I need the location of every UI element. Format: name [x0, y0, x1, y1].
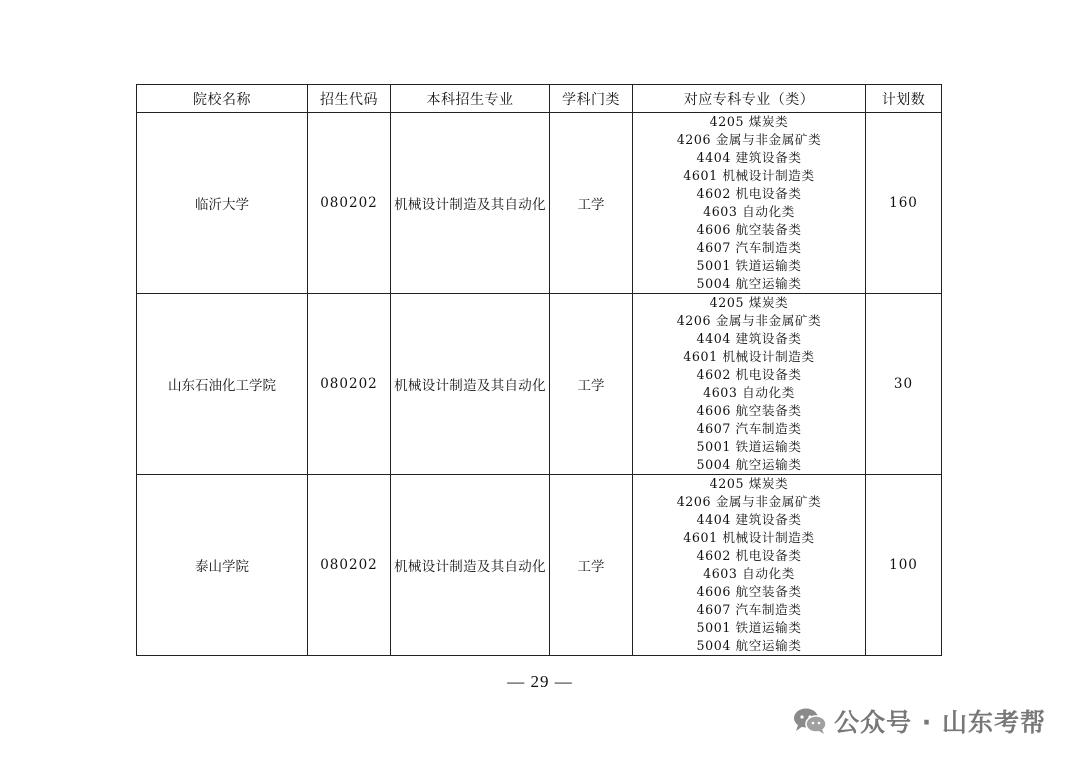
specialty-item: 4601 机械设计制造类 [683, 530, 815, 546]
undergrad-major: 机械设计制造及其自动化 [391, 113, 550, 294]
specialty-item: 4602 机电设备类 [696, 367, 802, 383]
specialty-item: 4607 汽车制造类 [696, 601, 802, 617]
table-row [137, 294, 942, 475]
specialty-item: 4205 煤炭类 [709, 295, 789, 311]
enrollment-code: 080202 [308, 294, 391, 475]
table-row [137, 475, 942, 656]
specialty-item: 4606 航空装备类 [696, 221, 802, 237]
table-header-row [137, 85, 942, 113]
watermark [792, 702, 1046, 740]
undergrad-major: 机械设计制造及其自动化 [391, 294, 550, 475]
specialty-item: 5004 航空运输类 [696, 456, 802, 472]
specialty-list [633, 113, 866, 294]
specialty-item: 4602 机电设备类 [696, 548, 802, 564]
header-plan: 计划数 [866, 85, 942, 113]
admission-plan-table [136, 84, 942, 656]
specialty-item: 4206 金属与非金属矿类 [676, 313, 822, 329]
specialty-item: 5001 铁道运输类 [696, 619, 802, 635]
header-school: 院校名称 [137, 85, 308, 113]
specialty-list [633, 475, 866, 656]
specialty-item: 5001 铁道运输类 [696, 257, 802, 273]
school-name: 临沂大学 [137, 113, 308, 294]
wechat-icon [792, 706, 828, 736]
discipline-category: 工学 [550, 294, 633, 475]
specialty-item: 4206 金属与非金属矿类 [676, 494, 822, 510]
watermark-text: 公众号 · 山东考帮 [834, 708, 1046, 737]
specialty-item: 4601 机械设计制造类 [683, 168, 815, 184]
plan-count: 160 [866, 113, 942, 294]
specialty-item: 5004 航空运输类 [696, 637, 802, 653]
specialty-list [633, 294, 866, 475]
specialty-item: 4606 航空装备类 [696, 583, 802, 599]
header-major: 本科招生专业 [391, 85, 550, 113]
specialty-item: 4205 煤炭类 [709, 114, 789, 130]
specialty-item: 4607 汽车制造类 [696, 239, 802, 255]
page-number: — 29 — [507, 672, 573, 691]
specialty-item: 4601 机械设计制造类 [683, 349, 815, 365]
enrollment-code: 080202 [308, 475, 391, 656]
specialty-item: 4607 汽车制造类 [696, 420, 802, 436]
specialty-item: 5004 航空运输类 [696, 275, 802, 291]
specialty-item: 4404 建筑设备类 [696, 331, 802, 347]
plan-count: 100 [866, 475, 942, 656]
school-name: 泰山学院 [137, 475, 308, 656]
discipline-category: 工学 [550, 113, 633, 294]
school-name: 山东石油化工学院 [137, 294, 308, 475]
specialty-item: 4602 机电设备类 [696, 186, 802, 202]
specialty-item: 4606 航空装备类 [696, 402, 802, 418]
specialty-item: 4603 自动化类 [703, 566, 795, 581]
enrollment-code: 080202 [308, 113, 391, 294]
specialty-item: 4603 自动化类 [703, 385, 795, 400]
specialty-item: 4205 煤炭类 [709, 476, 789, 492]
header-specialties: 对应专科专业（类） [633, 85, 866, 113]
undergrad-major: 机械设计制造及其自动化 [391, 475, 550, 656]
table-row [137, 113, 942, 294]
specialty-item: 4404 建筑设备类 [696, 512, 802, 528]
discipline-category: 工学 [550, 475, 633, 656]
specialty-item: 4404 建筑设备类 [696, 150, 802, 166]
specialty-item: 5001 铁道运输类 [696, 438, 802, 454]
specialty-item: 4206 金属与非金属矿类 [676, 132, 822, 148]
specialty-item: 4603 自动化类 [703, 204, 795, 219]
header-category: 学科门类 [550, 85, 633, 113]
header-code: 招生代码 [308, 85, 391, 113]
plan-count: 30 [866, 294, 942, 475]
